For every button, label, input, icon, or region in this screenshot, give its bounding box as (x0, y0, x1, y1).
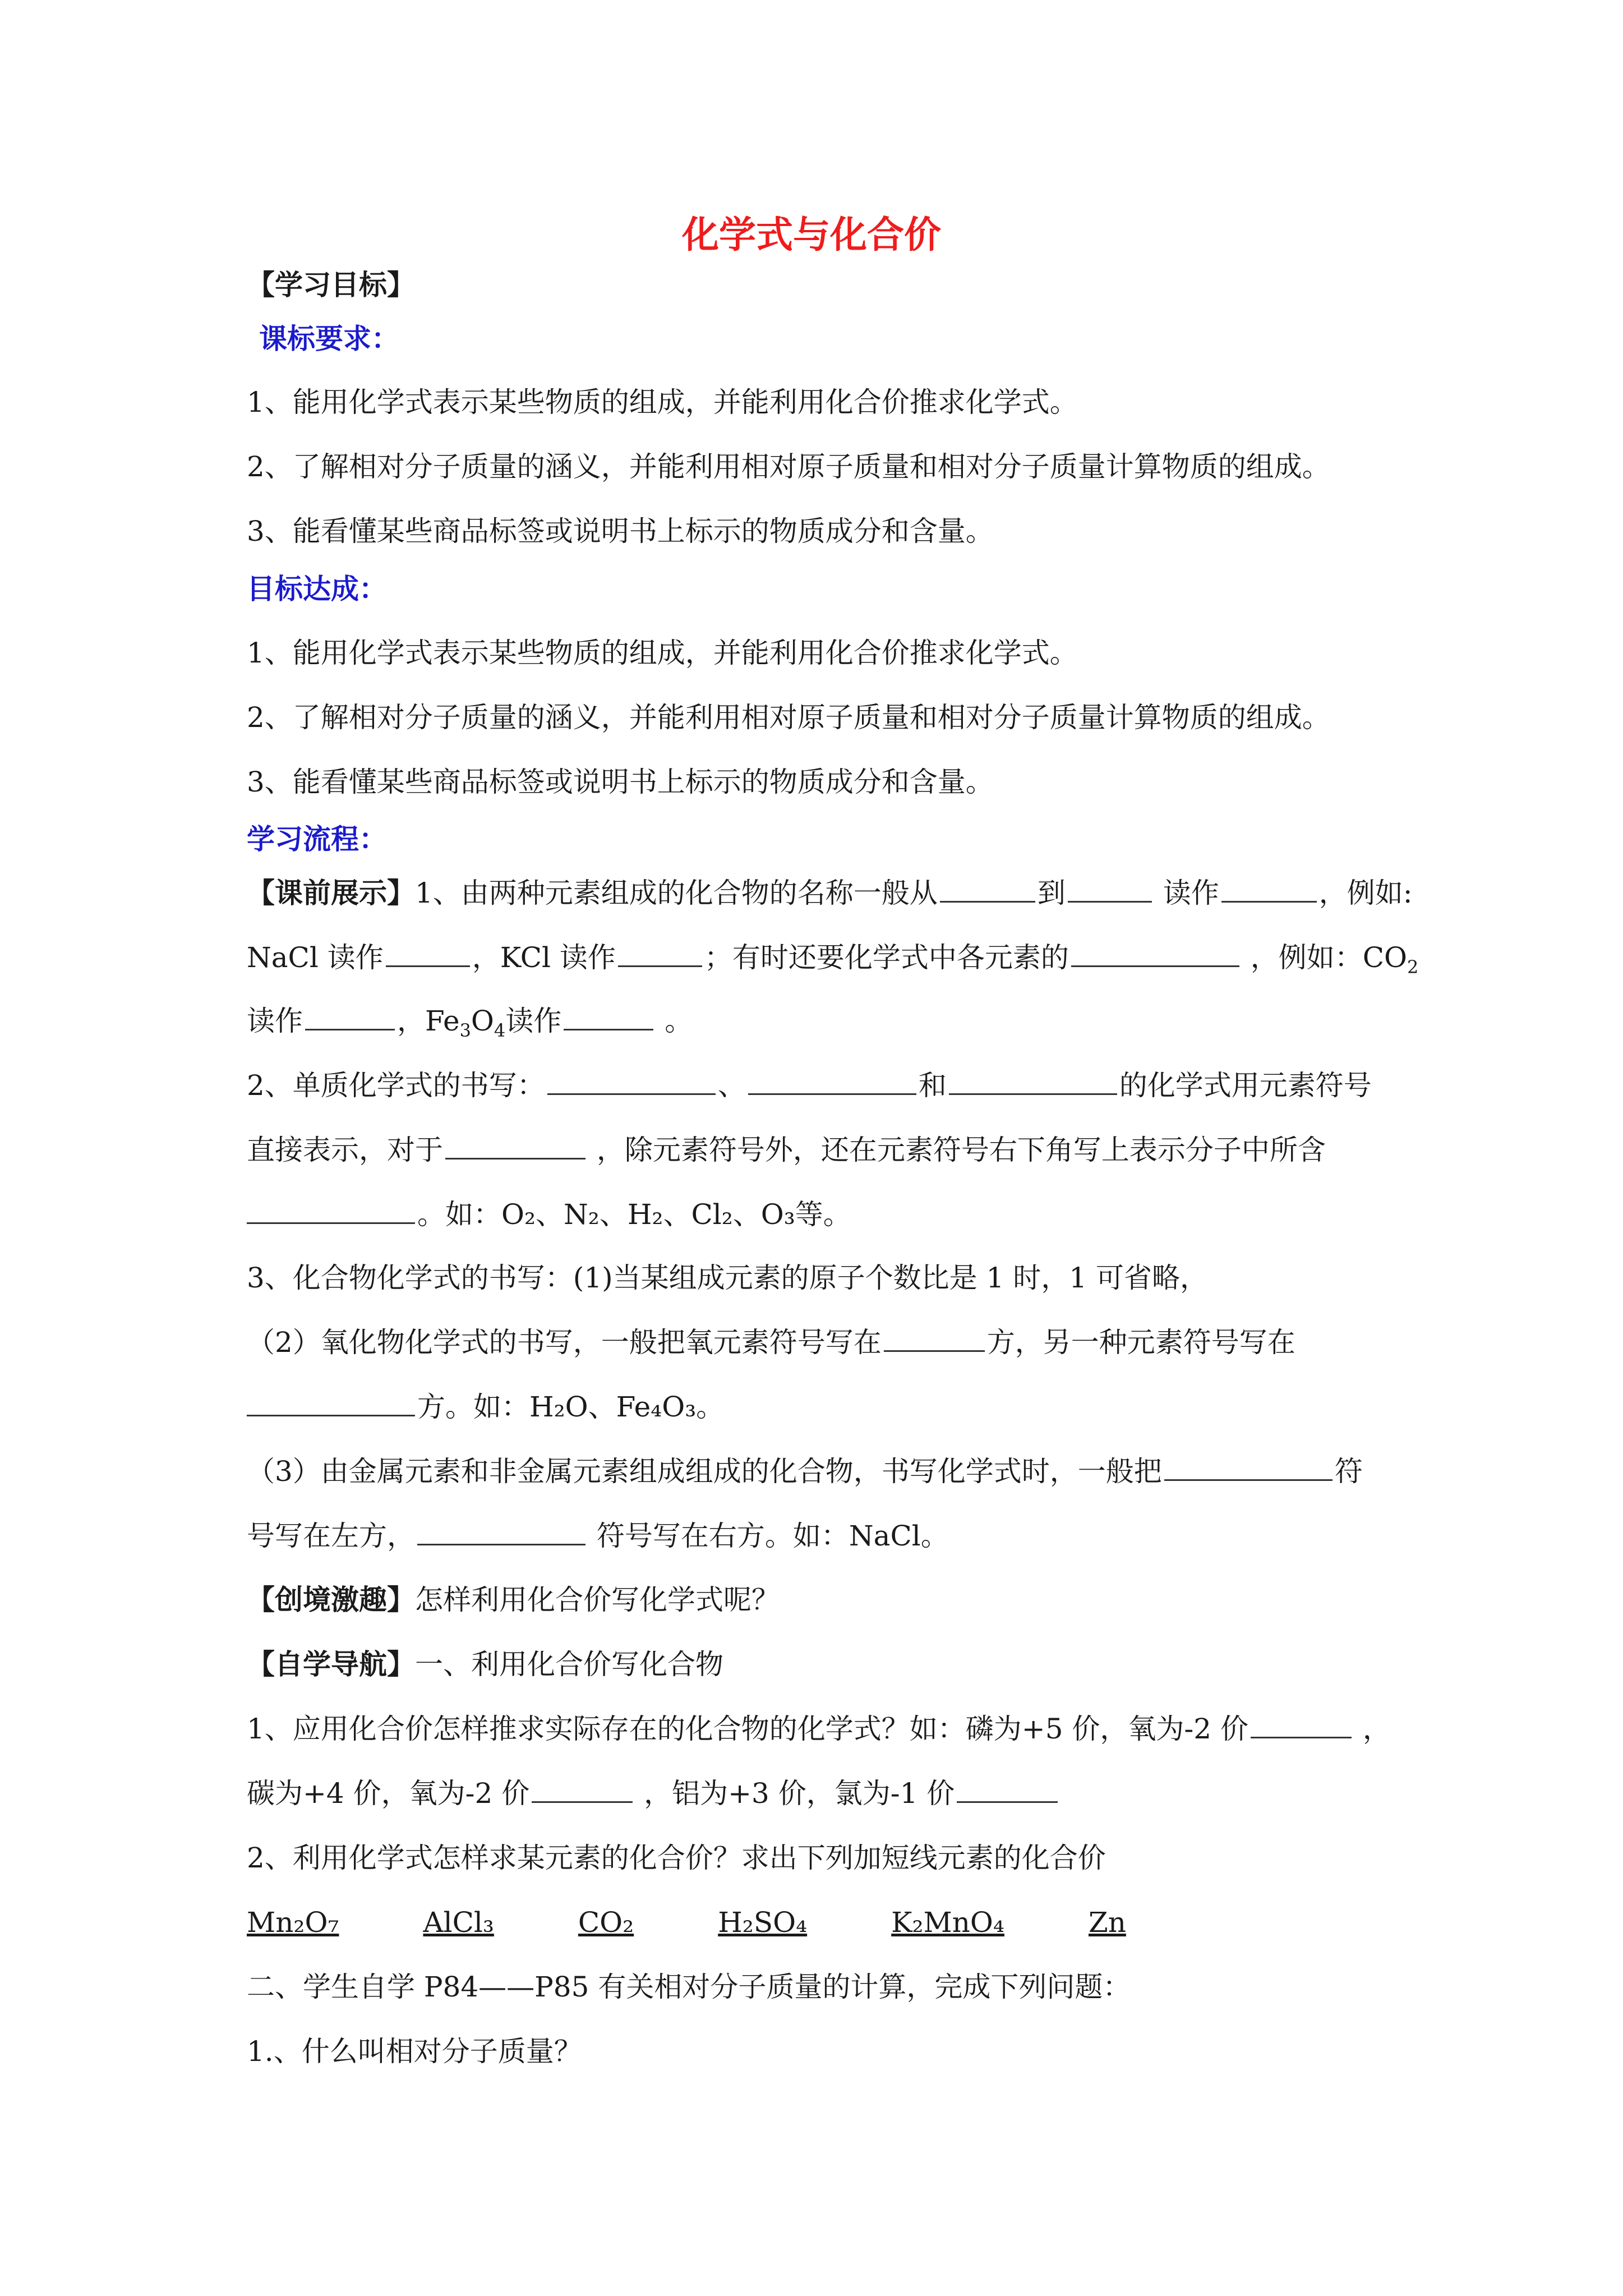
answer-blank[interactable] (532, 1779, 633, 1803)
formula: H₂SO₄ (718, 1906, 808, 1939)
q2-text: 。如：O₂、N₂、H₂、Cl₂、O₃等。 (417, 1198, 851, 1231)
q3-line-2 (247, 1324, 1391, 1360)
q3-text: 方。如：H₂O、Fe₄O₃。 (417, 1391, 725, 1423)
selfstudy-text: 一、利用化合价写化合物 (415, 1648, 723, 1681)
q3-text: 符 (1334, 1455, 1363, 1488)
standard-item-1: 1、能用化学式表示某些物质的组成，并能利用化合价推求化学式。 (247, 386, 1078, 418)
standard-item-3: 3、能看懂某些商品标签或说明书上标示的物质成分和含量。 (247, 515, 994, 547)
preview-line-3: 读作 ，$Fe_3O_4$读作 。 (247, 1005, 693, 1041)
achieve-item-1: 1、能用化学式表示某些物质的组成，并能利用化合价推求化学式。 (247, 637, 1078, 669)
standard-header: 课标要求： (259, 323, 399, 355)
part2-question: 1.、什么叫相对分子质量？ (247, 2035, 582, 2068)
preview-text: 读作 (1163, 877, 1219, 909)
q2-line-1 (247, 1068, 1391, 1103)
q3-line-3 (247, 1389, 1391, 1425)
preview-text: ；有时还要化学式中各元素的 (704, 941, 1069, 974)
preview-label: 【课前展示】 (247, 877, 415, 909)
answer-blank[interactable] (417, 1521, 585, 1545)
answer-blank[interactable] (1164, 1457, 1332, 1481)
q3-text: （3）由金属元素和非金属元素组成组成的化合物，书写化学式时，一般把 (247, 1455, 1162, 1488)
flow-header: 学习流程： (247, 823, 387, 855)
preview-text: ，KCl 读作 (472, 941, 616, 974)
scenario-label: 【创境激趣】 (247, 1584, 415, 1616)
answer-blank[interactable] (445, 1135, 585, 1159)
answer-blank[interactable] (1071, 943, 1239, 967)
q2-text: 、 (717, 1069, 746, 1102)
achieve-header: 目标达成： (247, 573, 387, 605)
selfstudy-line (247, 1646, 1391, 1682)
answer-blank[interactable] (618, 943, 702, 967)
answer-blank[interactable] (1221, 878, 1317, 903)
preview-text: O (471, 1005, 494, 1037)
formula: CO₂ (578, 1906, 634, 1939)
s1-line-1 (247, 1711, 1391, 1747)
q3-line-5 (247, 1518, 1391, 1554)
s1-text: ，铝为+3 价，氯为-1 价 (644, 1777, 955, 1810)
preview-text: 。 (665, 1005, 693, 1037)
s1-text: ， (1362, 1713, 1391, 1745)
q3-line-1: 3、化合物化学式的书写：(1)当某组成元素的原子个数比是 1 时，1 可省略， (247, 1262, 1208, 1294)
q3-text: （2）氧化物化学式的书写，一般把氧元素符号写在 (247, 1326, 882, 1359)
q2-line-2 (247, 1132, 1391, 1168)
answer-blank[interactable] (1068, 878, 1152, 903)
preview-text: 到 (1037, 877, 1066, 909)
q2-text: 的化学式用元素符号 (1119, 1069, 1372, 1102)
answer-blank[interactable] (547, 1071, 716, 1095)
formula: Zn (1088, 1906, 1126, 1939)
answer-blank[interactable] (247, 1392, 415, 1416)
s2-line: 2、利用化学式怎样求某元素的化合价？求出下列加短线元素的化合价 (247, 1842, 1106, 1874)
q2-text: 和 (918, 1069, 947, 1102)
answer-blank[interactable] (1251, 1714, 1352, 1738)
achieve-item-2: 2、了解相对分子质量的涵义，并能利用相对原子质量和相对分子质量计算物质的组成。 (247, 701, 1330, 734)
q2-line-3 (247, 1197, 1391, 1232)
preview-text: ，例如：CO (1250, 941, 1408, 974)
preview-line-1 (247, 875, 1413, 911)
answer-blank[interactable] (748, 1071, 916, 1095)
answer-blank[interactable] (247, 1200, 415, 1224)
answer-blank[interactable] (386, 943, 470, 967)
formula: AlCl₃ (423, 1906, 494, 1939)
scenario-line (247, 1582, 1391, 1618)
answer-blank[interactable] (957, 1779, 1058, 1803)
answer-blank[interactable] (564, 1006, 653, 1030)
q3-text: 方，另一种元素符号写在 (986, 1326, 1295, 1359)
standard-item-2: 2、了解相对分子质量的涵义，并能利用相对原子质量和相对分子质量计算物质的组成。 (247, 450, 1330, 483)
answer-blank[interactable] (305, 1006, 395, 1030)
q2-text: 直接表示，对于 (247, 1134, 443, 1166)
page-title: 化学式与化合价 (682, 213, 941, 256)
scenario-text: 怎样利用化合价写化学式呢？ (415, 1584, 780, 1616)
q2-text: 2、单质化学式的书写： (247, 1069, 545, 1102)
formula: Mn₂O₇ (247, 1906, 339, 1939)
s1-text: 1、应用化合价怎样推求实际存在的化合物的化学式？如：磷为+5 价，氧为-2 价 (247, 1713, 1249, 1745)
preview-text: ，Fe (397, 1005, 460, 1037)
preview-text: 读作 (505, 1005, 562, 1037)
s1-line-2 (247, 1775, 1391, 1811)
s1-text: 碳为+4 价，氧为-2 价 (247, 1777, 530, 1810)
preview-text: 读作 (247, 1005, 303, 1037)
q3-line-4 (247, 1453, 1391, 1489)
achieve-item-3: 3、能看懂某些商品标签或说明书上标示的物质成分和含量。 (247, 766, 994, 798)
preview-text: ，例如: (1318, 877, 1413, 909)
answer-blank[interactable] (884, 1328, 985, 1352)
q2-text: ，除元素符号外，还在元素符号右下角写上表示分子中所含 (596, 1134, 1326, 1166)
q3-text: 号写在左方， (247, 1520, 415, 1552)
formula: K₂MnO₄ (891, 1906, 1004, 1939)
preview-text: NaCl 读作 (247, 941, 384, 974)
part2-line: 二、学生自学 P84——P85 有关相对分子质量的计算，完成下列问题： (247, 1971, 1131, 2003)
preview-line-2: NaCl 读作 ，KCl 读作 ；有时还要化学式中各元素的 ，例如：$CO_2$ (247, 941, 1419, 978)
q3-text: 符号写在右方。如：NaCl。 (596, 1520, 949, 1552)
goals-header: 【学习目标】 (247, 269, 415, 301)
formula-row (247, 1904, 1391, 1940)
preview-text: 1、由两种元素组成的化合物的名称一般从 (415, 877, 938, 909)
selfstudy-label: 【自学导航】 (247, 1648, 415, 1681)
answer-blank[interactable] (940, 878, 1035, 903)
answer-blank[interactable] (949, 1071, 1117, 1095)
